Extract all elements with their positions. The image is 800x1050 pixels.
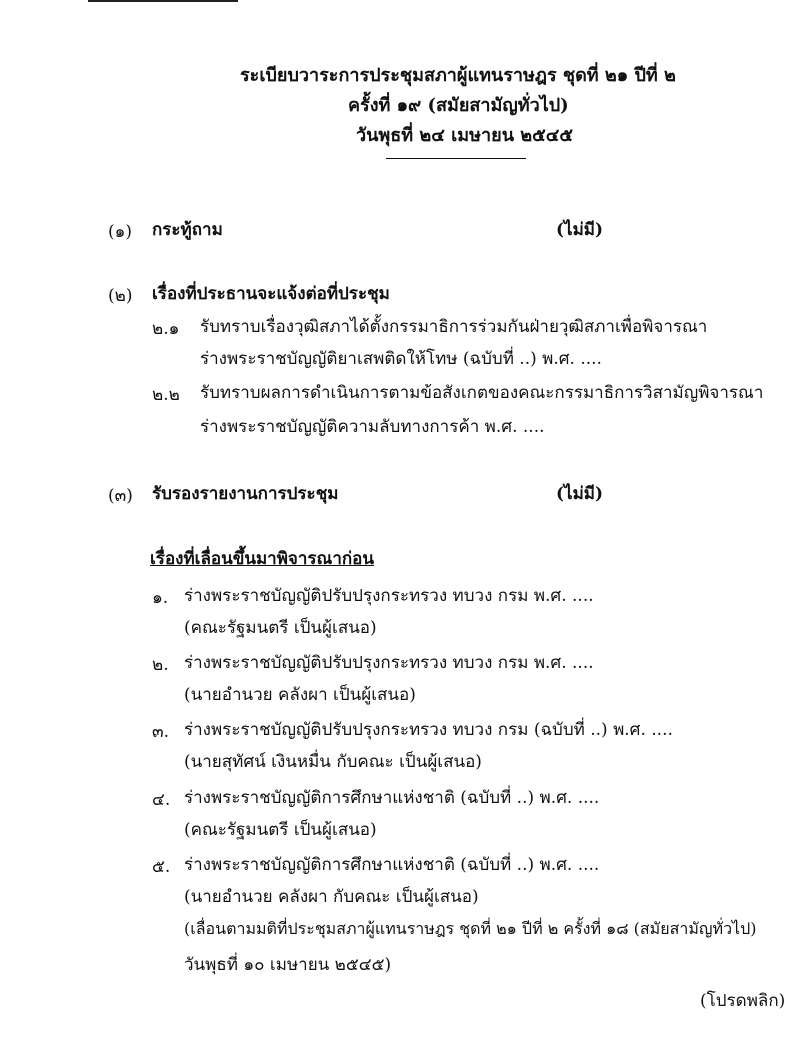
section-1-title: กระทู้ถาม — [152, 220, 223, 240]
priority-item-2-number: ๒. — [152, 655, 169, 675]
turn-over-note: (โปรดพลิก) — [700, 991, 786, 1011]
priority-item-1-proposer: (คณะรัฐมนตรี เป็นผู้เสนอ) — [184, 618, 377, 638]
priority-item-5-title: ร่างพระราชบัญญัติการศึกษาแห่งชาติ (ฉบับที่ ..) พ.ศ. .... — [184, 855, 600, 875]
title-divider — [386, 158, 526, 159]
item-2-2-line-2: ร่างพระราชบัญญัติความลับทางการค้า พ.ศ. .... — [200, 417, 545, 437]
priority-item-3-title: ร่างพระราชบัญญัติปรับปรุงกระทรวง ทบวง กรม (ฉบับที่ ..) พ.ศ. .... — [184, 720, 673, 740]
priority-heading: เรื่องที่เลื่อนขึ้นมาพิจารณาก่อน — [150, 549, 374, 569]
priority-item-1-number: ๑. — [152, 588, 169, 608]
priority-item-2-title: ร่างพระราชบัญญัติปรับปรุงกระทรวง ทบวง กรม พ.ศ. .... — [184, 653, 594, 673]
section-2-number: (๒) — [108, 286, 133, 306]
priority-item-4-title: ร่างพระราชบัญญัติการศึกษาแห่งชาติ (ฉบับที่ ..) พ.ศ. .... — [184, 788, 600, 808]
section-3-note: (ไม่มี) — [556, 484, 604, 504]
deferral-note-line-2: วันพุธที่ ๑๐ เมษายน ๒๕๔๕) — [184, 955, 392, 975]
priority-item-5-proposer: (นายอำนวย คลังผา กับคณะ เป็นผู้เสนอ) — [184, 887, 479, 907]
section-1-note: (ไม่มี) — [556, 220, 604, 240]
document-date: วันพุธที่ ๒๔ เมษายน ๒๕๔๕ — [356, 125, 573, 146]
item-2-1-line-2: ร่างพระราชบัญญัติยาเสพติดให้โทษ (ฉบับที่ ..) พ.ศ. .... — [200, 349, 602, 369]
section-2-title: เรื่องที่ประธานจะแจ้งต่อที่ประชุม — [152, 284, 390, 304]
document-title-line-2: ครั้งที่ ๑๙ (สมัยสามัญทั่วไป) — [348, 95, 569, 116]
document-title-line-1: ระเบียบวาระการประชุมสภาผู้แทนราษฎร ชุดที่ ๒๑ ปีที่ ๒ — [240, 65, 676, 86]
top-scan-line — [88, 0, 238, 2]
item-2-2-number: ๒.๒ — [152, 385, 180, 405]
priority-item-1-title: ร่างพระราชบัญญัติปรับปรุงกระทรวง ทบวง กรม พ.ศ. .... — [184, 586, 594, 606]
priority-item-3-number: ๓. — [152, 722, 170, 742]
priority-item-4-proposer: (คณะรัฐมนตรี เป็นผู้เสนอ) — [184, 820, 377, 840]
item-2-2-line-1: รับทราบผลการดำเนินการตามข้อสังเกตของคณะกรรมาธิการวิสามัญพิจารณา — [200, 383, 764, 403]
section-3-title: รับรองรายงานการประชุม — [152, 484, 339, 504]
priority-item-3-proposer: (นายสุทัศน์ เงินหมื่น กับคณะ เป็นผู้เสนอ) — [184, 752, 482, 772]
deferral-note-line-1: (เลื่อนตามมติที่ประชุมสภาผู้แทนราษฎร ชุดที่ ๒๑ ปีที่ ๒ ครั้งที่ ๑๘ (สมัยสามัญทั่วไป) — [184, 919, 757, 938]
item-2-1-line-1: รับทราบเรื่องวุฒิสภาได้ตั้งกรรมาธิการร่วมกันฝ่ายวุฒิสภาเพื่อพิจารณา — [200, 317, 708, 337]
section-3-number: (๓) — [108, 486, 133, 506]
priority-item-2-proposer: (นายอำนวย คลังผา เป็นผู้เสนอ) — [184, 685, 416, 705]
section-1-number: (๑) — [108, 222, 133, 242]
priority-item-4-number: ๔. — [152, 790, 171, 810]
item-2-1-number: ๒.๑ — [152, 319, 180, 339]
priority-item-5-number: ๕. — [152, 857, 171, 877]
